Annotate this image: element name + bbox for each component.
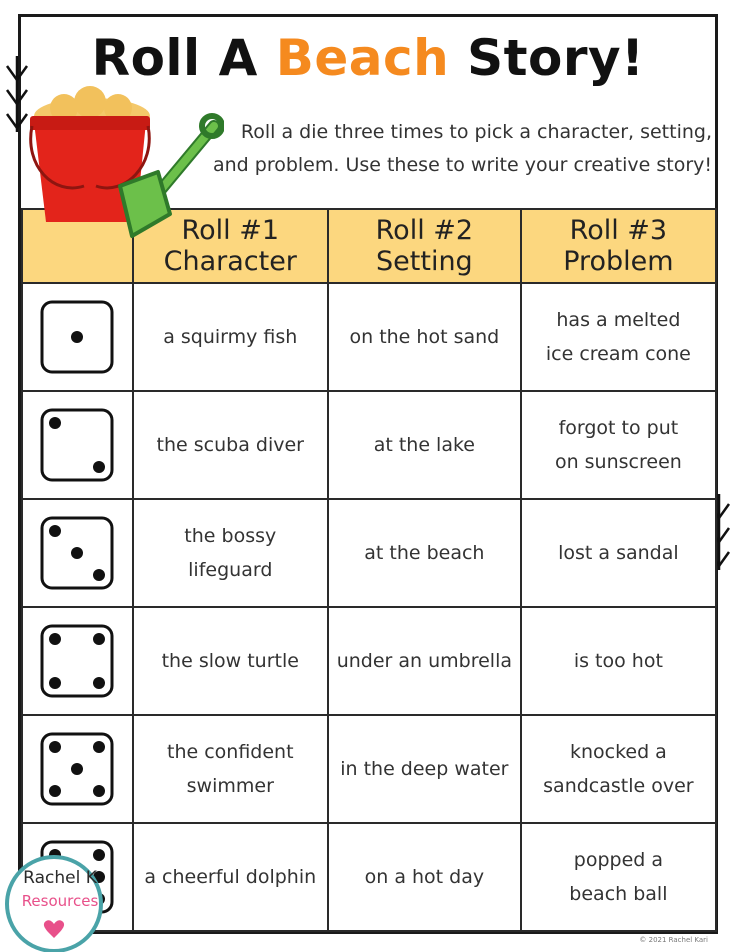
logo-line1: Rachel K	[23, 868, 97, 888]
header-problem	[521, 209, 716, 283]
die-cell	[22, 391, 133, 499]
character-cell: the bossy lifeguard	[133, 499, 328, 607]
table-row	[22, 391, 716, 499]
problem-cell: knocked a sandcastle over	[521, 715, 716, 823]
header-setting	[328, 209, 521, 283]
title-part1: Roll A	[91, 29, 276, 87]
character-cell: the scuba diver	[133, 391, 328, 499]
problem-cell: forgot to put on sunscreen	[521, 391, 716, 499]
instructions-text: Roll a die three times to pick a character, setting, and problem. Use these to write your creative story!	[212, 121, 712, 176]
table-row	[22, 715, 716, 823]
logo-line2: Resources	[21, 892, 99, 910]
die-face-1-icon	[39, 299, 115, 375]
table-row	[22, 823, 716, 931]
problem-cell: lost a sandal	[521, 499, 716, 607]
character-cell: the confident swimmer	[133, 715, 328, 823]
die-face-5-icon	[39, 731, 115, 807]
die-cell	[22, 499, 133, 607]
character-cell: a squirmy fish	[133, 283, 328, 391]
title-accent-word: Beach	[275, 29, 450, 87]
header-roll-label: Roll #2	[375, 215, 474, 246]
setting-cell: on a hot day	[328, 823, 521, 931]
page-title	[0, 28, 736, 88]
table-row	[22, 283, 716, 391]
header-column-label: Character	[163, 246, 297, 277]
problem-cell: popped a beach ball	[521, 823, 716, 931]
story-table	[21, 208, 717, 932]
table-row	[22, 607, 716, 715]
character-cell: the slow turtle	[133, 607, 328, 715]
setting-cell: on the hot sand	[328, 283, 521, 391]
die-cell	[22, 607, 133, 715]
copyright-text: © 2021 Rachel Kari	[639, 936, 708, 944]
table-row	[22, 499, 716, 607]
header-column-label: Setting	[376, 246, 473, 277]
sand-bucket-icon	[24, 86, 224, 246]
header-roll-label: Roll #1	[181, 215, 279, 246]
title-part2: Story!	[449, 29, 645, 87]
header-roll-label: Roll #3	[569, 215, 668, 246]
header-column-label: Problem	[563, 246, 674, 277]
die-face-3-icon	[39, 515, 115, 591]
setting-cell: under an umbrella	[328, 607, 521, 715]
die-face-2-icon	[39, 407, 115, 483]
setting-cell: in the deep water	[328, 715, 521, 823]
die-face-4-icon	[39, 623, 115, 699]
setting-cell: at the lake	[328, 391, 521, 499]
character-cell: a cheerful dolphin	[133, 823, 328, 931]
die-cell	[22, 715, 133, 823]
die-cell	[22, 283, 133, 391]
problem-cell: is too hot	[521, 607, 716, 715]
setting-cell: at the beach	[328, 499, 521, 607]
problem-cell: has a melted ice cream cone	[521, 283, 716, 391]
